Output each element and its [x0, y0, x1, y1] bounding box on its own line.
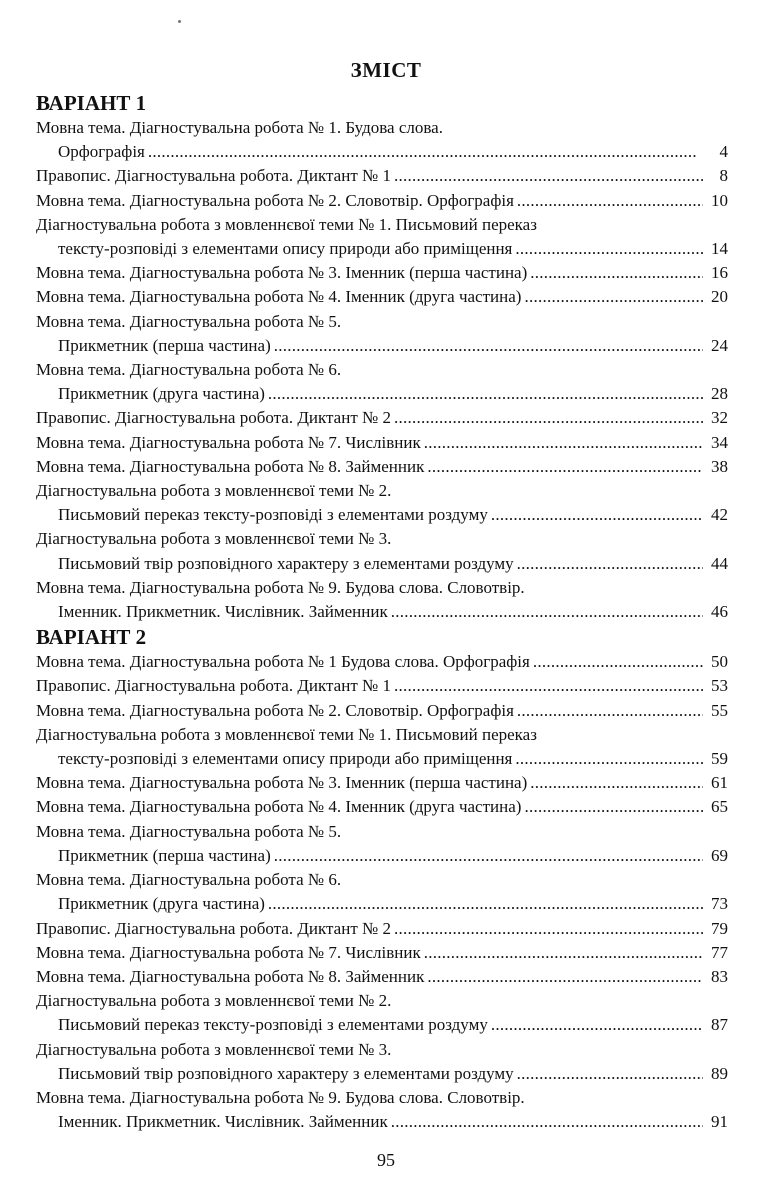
- toc-entry: [36, 213, 728, 261]
- toc-entry-line: Мовна тема. Діагностувальна робота № 6.: [36, 360, 342, 380]
- toc-entry: [36, 310, 728, 358]
- toc-entry-last-line: [36, 844, 728, 868]
- toc-entry-line: Мовна тема. Діагностувальна робота № 9. Будова слова. Словотвір.: [36, 1087, 525, 1107]
- dot-leader: [427, 455, 703, 479]
- toc-entry-text: Прикметник (друга частина): [58, 384, 265, 404]
- toc-entry-text: Мовна тема. Діагностувальна робота № 8. Займенник: [36, 456, 425, 476]
- page-number: 95: [377, 1150, 395, 1170]
- toc-entry-text: Прикметник (друга частина): [58, 894, 265, 914]
- toc-entry-page: 42: [711, 505, 728, 525]
- toc-entry-last-line: [36, 285, 728, 309]
- dot-leader: [394, 164, 703, 188]
- page-title: ЗМІСТ: [350, 58, 422, 82]
- toc-entry-text: Мовна тема. Діагностувальна робота № 4. Іменник (друга частина): [36, 287, 522, 307]
- dot-leader: [517, 1062, 703, 1086]
- toc-entry-last-line: [36, 1062, 728, 1086]
- toc-entry-page: 24: [711, 335, 728, 355]
- toc-entry-text: тексту-розповіді з елементами опису природи або приміщення: [58, 749, 513, 769]
- toc-entry-last-line: [36, 965, 728, 989]
- toc-entry-text: Мовна тема. Діагностувальна робота № 3. Іменник (перша частина): [36, 263, 528, 283]
- toc-entry-page: 87: [711, 1015, 728, 1035]
- toc-entry-text: Мовна тема. Діагностувальна робота № 3. Іменник (перша частина): [36, 773, 528, 793]
- toc-entry-text: Письмовий твір розповідного характеру з елементами роздуму: [58, 1063, 514, 1083]
- toc-entry-line: Діагностувальна робота з мовленнєвої теми № 2.: [36, 991, 392, 1011]
- toc-entry-page: 14: [711, 239, 728, 259]
- variant-heading: ВАРІАНТ 2: [36, 625, 147, 650]
- dot-leader: [394, 674, 703, 698]
- toc-entry-page: 16: [711, 263, 728, 283]
- toc-entry: [36, 358, 728, 406]
- toc-entry-last-line: [36, 552, 728, 576]
- toc-entry-line: Мовна тема. Діагностувальна робота № 5.: [36, 821, 342, 841]
- dot-leader: [391, 600, 703, 624]
- toc-entry-last-line: [36, 455, 728, 479]
- dot-leader: [391, 1110, 703, 1134]
- toc-entry-page: 4: [719, 142, 728, 162]
- toc-entry-last-line: [36, 600, 728, 624]
- toc-entry-page: 91: [711, 1112, 728, 1132]
- toc-entry-line: Мовна тема. Діагностувальна робота № 5.: [36, 311, 342, 331]
- toc-entry: [36, 699, 728, 723]
- dot-leader: [517, 699, 703, 723]
- toc-entry-text: Мовна тема. Діагностувальна робота № 4. Іменник (друга частина): [36, 797, 522, 817]
- toc-entry-text: Мовна тема. Діагностувальна робота № 1 Будова слова. Орфографія: [36, 652, 530, 672]
- toc-entry-page: 69: [711, 845, 728, 865]
- toc-entry-last-line: [36, 431, 728, 455]
- toc-entry-line: Мовна тема. Діагностувальна робота № 9. Будова слова. Словотвір.: [36, 577, 525, 597]
- toc-entry-text: Прикметник (перша частина): [58, 845, 271, 865]
- toc-entry-page: 77: [711, 942, 728, 962]
- toc-entry-text: тексту-розповіді з елементами опису природи або приміщення: [58, 239, 513, 259]
- toc-entry-page: 8: [719, 166, 728, 186]
- dot-leader: [274, 844, 703, 868]
- toc-entry: [36, 164, 728, 188]
- toc-entry-text: Письмовий переказ тексту-розповіді з елементами роздуму: [58, 505, 488, 525]
- toc-entry-page: 89: [711, 1063, 728, 1083]
- toc-entry-page: 55: [711, 700, 728, 720]
- toc-entry-last-line: [36, 189, 728, 213]
- toc-entry: [36, 1038, 728, 1086]
- dot-leader: [427, 965, 703, 989]
- toc-entry-line: Діагностувальна робота з мовленнєвої теми № 1. Письмовий переказ: [36, 214, 537, 234]
- toc-entry-text: Мовна тема. Діагностувальна робота № 7. Числівник: [36, 942, 421, 962]
- toc-entry-line: Мовна тема. Діагностувальна робота № 6.: [36, 870, 342, 890]
- toc-entry-text: Письмовий переказ тексту-розповіді з елементами роздуму: [58, 1015, 488, 1035]
- table-of-contents: [36, 90, 728, 1134]
- toc-entry-text: Мовна тема. Діагностувальна робота № 2. Словотвір. Орфографія: [36, 700, 514, 720]
- toc-entry-page: 53: [711, 676, 728, 696]
- toc-entry-page: 20: [711, 287, 728, 307]
- dot-leader: [491, 1013, 703, 1037]
- toc-entry-page: 32: [711, 408, 728, 428]
- toc-entry-last-line: [36, 382, 728, 406]
- toc-entry: [36, 917, 728, 941]
- toc-entry-page: 61: [711, 773, 728, 793]
- toc-entry-text: Мовна тема. Діагностувальна робота № 8. Займенник: [36, 966, 425, 986]
- toc-entry-text: Мовна тема. Діагностувальна робота № 7. Числівник: [36, 432, 421, 452]
- toc-entry: [36, 989, 728, 1037]
- toc-entry-text: Правопис. Діагностувальна робота. Диктант № 2: [36, 918, 391, 938]
- toc-entry-page: 59: [711, 749, 728, 769]
- toc-entry-last-line: [36, 795, 728, 819]
- toc-entry-last-line: [36, 917, 728, 941]
- dot-leader: [268, 382, 703, 406]
- toc-entry: [36, 771, 728, 795]
- toc-entry: [36, 479, 728, 527]
- toc-entry-text: Орфографія: [58, 142, 145, 162]
- toc-entry-page: 83: [711, 966, 728, 986]
- toc-entry: [36, 820, 728, 868]
- dot-leader: [515, 237, 703, 261]
- toc-entry: [36, 1086, 728, 1134]
- dot-leader: [515, 747, 703, 771]
- toc-entry-line: Діагностувальна робота з мовленнєвої теми № 1. Письмовий переказ: [36, 724, 537, 744]
- toc-entry-last-line: [36, 1013, 728, 1037]
- toc-entry: [36, 527, 728, 575]
- scan-speck: [178, 20, 181, 23]
- toc-entry-last-line: [36, 674, 728, 698]
- toc-entry-last-line: [36, 1110, 728, 1134]
- toc-entry: [36, 795, 728, 819]
- toc-entry-page: 34: [711, 432, 728, 452]
- dot-leader: [517, 552, 703, 576]
- toc-entry: [36, 189, 728, 213]
- toc-entry-text: Іменник. Прикметник. Числівник. Займенник: [58, 1112, 388, 1132]
- toc-entry-last-line: [36, 699, 728, 723]
- dot-leader: [530, 771, 703, 795]
- dot-leader: [491, 503, 703, 527]
- toc-entry: [36, 261, 728, 285]
- dot-leader: [394, 406, 703, 430]
- toc-entry-line: Діагностувальна робота з мовленнєвої теми № 2.: [36, 481, 392, 501]
- toc-entry-last-line: [36, 941, 728, 965]
- toc-entry-last-line: [36, 334, 728, 358]
- toc-entry-page: 73: [711, 894, 728, 914]
- toc-entry-last-line: [36, 164, 728, 188]
- toc-entry: [36, 406, 728, 430]
- dot-leader: [148, 140, 703, 164]
- toc-entry: [36, 116, 728, 164]
- toc-entry-text: Правопис. Діагностувальна робота. Диктант № 2: [36, 408, 391, 428]
- toc-entry-page: 28: [711, 384, 728, 404]
- toc-entry: [36, 868, 728, 916]
- toc-entry-line: Діагностувальна робота з мовленнєвої теми № 3.: [36, 1039, 392, 1059]
- dot-leader: [524, 795, 703, 819]
- toc-entry: [36, 723, 728, 771]
- dot-leader: [394, 917, 703, 941]
- dot-leader: [424, 941, 703, 965]
- toc-entry-text: Мовна тема. Діагностувальна робота № 2. Словотвір. Орфографія: [36, 190, 514, 210]
- toc-entry-text: Правопис. Діагностувальна робота. Диктант № 1: [36, 166, 391, 186]
- toc-entry-page: 65: [711, 797, 728, 817]
- toc-entry-last-line: [36, 406, 728, 430]
- toc-entry-page: 50: [711, 652, 728, 672]
- toc-entry-text: Іменник. Прикметник. Числівник. Займенник: [58, 602, 388, 622]
- toc-entry: [36, 455, 728, 479]
- toc-entry-last-line: [36, 747, 728, 771]
- toc-entry: [36, 285, 728, 309]
- toc-entry-last-line: [36, 237, 728, 261]
- dot-leader: [517, 189, 703, 213]
- toc-entry: [36, 650, 728, 674]
- toc-entry-page: 46: [711, 602, 728, 622]
- toc-entry: [36, 965, 728, 989]
- toc-entry: [36, 674, 728, 698]
- toc-entry-page: 44: [711, 553, 728, 573]
- dot-leader: [530, 261, 703, 285]
- dot-leader: [533, 650, 703, 674]
- variant-heading: ВАРІАНТ 1: [36, 91, 147, 115]
- toc-entry-page: 38: [711, 456, 728, 476]
- toc-entry-page: 79: [711, 918, 728, 938]
- toc-entry-line: Мовна тема. Діагностувальна робота № 1. Будова слова.: [36, 118, 443, 137]
- toc-entry-text: Прикметник (перша частина): [58, 335, 271, 355]
- toc-entry-page: 10: [711, 190, 728, 210]
- dot-leader: [524, 285, 703, 309]
- toc-entry-last-line: [36, 140, 728, 164]
- dot-leader: [268, 892, 703, 916]
- toc-entry-last-line: [36, 650, 728, 674]
- toc-entry-line: Діагностувальна робота з мовленнєвої теми № 3.: [36, 529, 392, 549]
- toc-entry-last-line: [36, 771, 728, 795]
- toc-entry-last-line: [36, 261, 728, 285]
- toc-entry: [36, 941, 728, 965]
- toc-entry: [36, 431, 728, 455]
- toc-entry-text: Письмовий твір розповідного характеру з елементами роздуму: [58, 553, 514, 573]
- toc-entry-last-line: [36, 892, 728, 916]
- toc-entry-last-line: [36, 503, 728, 527]
- toc-entry: [36, 576, 728, 624]
- dot-leader: [274, 334, 703, 358]
- dot-leader: [424, 431, 703, 455]
- toc-entry-text: Правопис. Діагностувальна робота. Диктант № 1: [36, 676, 391, 696]
